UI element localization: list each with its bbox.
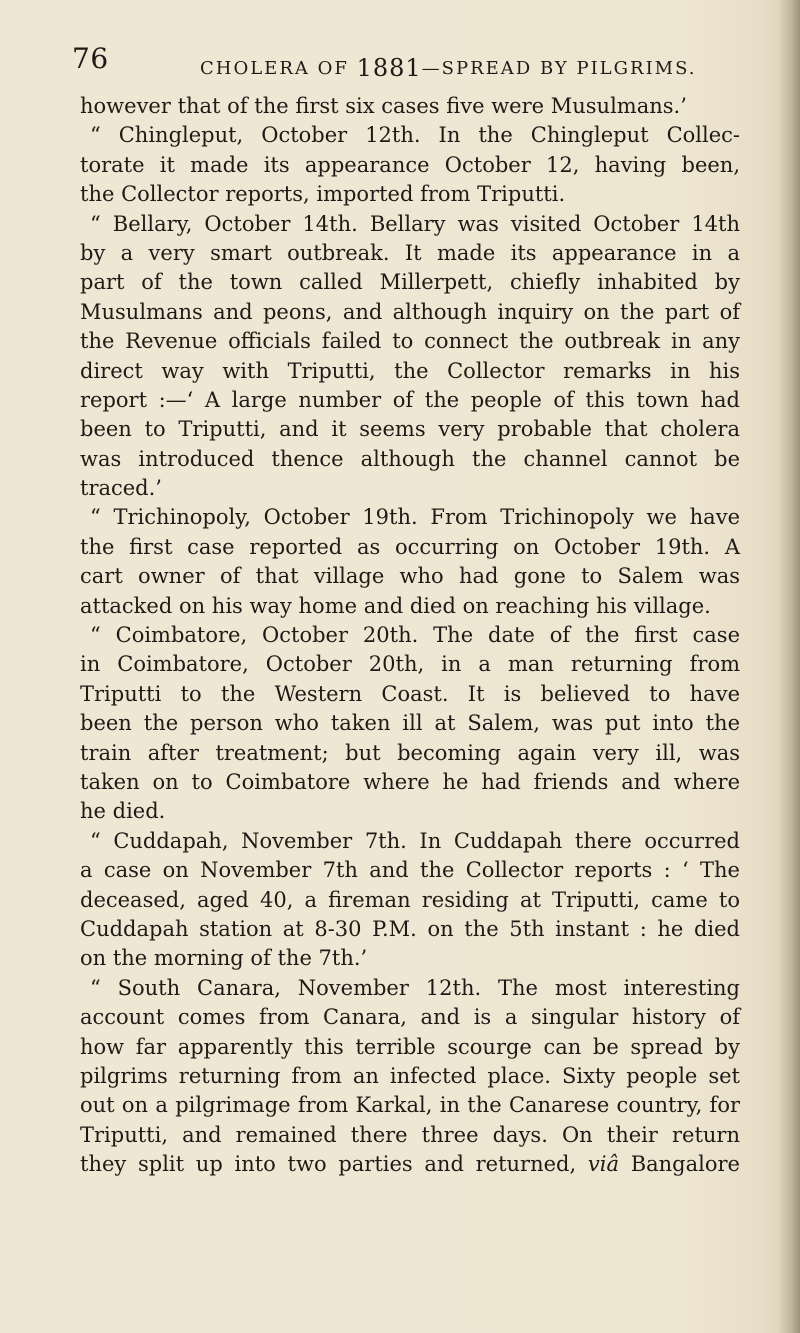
text-line: by a very smart outbreak. It made its appearance in a xyxy=(80,240,740,265)
text-line: part of the town called Millerpett, chiefly inhabited by xyxy=(80,270,740,295)
text-line: “ Coimbatore, October 20th. The date of the first case xyxy=(90,623,740,648)
text-line: however that of the first six cases five were Musulmans.’ xyxy=(80,94,687,118)
text-line: how far apparently this terrible scourge can be spread by xyxy=(80,1034,740,1059)
text-line: taken on to Coimbatore where he had friends and where xyxy=(80,769,740,794)
text-line: “ South Canara, November 12th. The most interesting xyxy=(90,975,740,1000)
text-line: Musulmans and peons, and although inquiry on the part of xyxy=(80,299,740,324)
body-text xyxy=(80,92,740,1179)
running-head-year: 1881 xyxy=(356,54,422,82)
text-line: been the person who taken ill at Salem, was put into the xyxy=(80,711,740,736)
text-line: “ Cuddapah, November 7th. In Cuddapah there occurred xyxy=(90,828,740,853)
text-line: they split up into two parties and returned, viâ Bangalore xyxy=(80,1152,740,1177)
text-line: direct way with Triputti, the Collector remarks in his xyxy=(80,358,740,383)
text-line: pilgrims returning from an infected place. Sixty people set xyxy=(80,1063,740,1088)
text-line: train after treatment; but becoming again very ill, was xyxy=(80,740,740,765)
text-line: cart owner of that village who had gone to Salem was xyxy=(80,564,740,589)
text-line: account comes from Canara, and is a singular history of xyxy=(80,1005,740,1030)
text-line: “ Bellary, October 14th. Bellary was visited October 14th xyxy=(90,211,740,236)
text-line: “ Chingleput, October 12th. In the Chingleput Collec- xyxy=(90,123,740,148)
running-head-suffix: —SPREAD BY PILGRIMS. xyxy=(421,58,697,79)
text-line: attacked on his way home and died on reaching his village. xyxy=(80,593,711,618)
text-line: a case on November 7th and the Collector reports : ‘ The xyxy=(80,858,740,883)
text-line: traced.’ xyxy=(80,476,162,501)
text-line: Triputti, and remained there three days. On their return xyxy=(80,1122,740,1147)
text-line: torate it made its appearance October 12, having been, xyxy=(80,152,740,177)
page-number: 76 xyxy=(72,42,109,75)
running-head-prefix: CHOLERA OF xyxy=(200,58,349,79)
text-line: the first case reported as occurring on October 19th. A xyxy=(80,534,740,559)
running-head xyxy=(200,52,697,80)
text-line: Cuddapah station at 8-30 P.M. on the 5th instant : he died xyxy=(80,916,740,941)
text-line: on the morning of the 7th.’ xyxy=(80,946,368,971)
page-edge-shadow xyxy=(778,0,800,1333)
text-line: he died. xyxy=(80,799,166,824)
text-line: in Coimbatore, October 20th, in a man returning from xyxy=(80,652,740,677)
italic-via: viâ xyxy=(587,1152,619,1177)
text-line: been to Triputti, and it seems very probable that cholera xyxy=(80,417,740,442)
text-line: was introduced thence although the channel cannot be xyxy=(80,446,740,471)
text-line: report :—‘ A large number of the people of this town had xyxy=(80,387,740,412)
text-line: Triputti to the Western Coast. It is believed to have xyxy=(80,681,740,706)
text-line: deceased, aged 40, a fireman residing at Triputti, came to xyxy=(80,887,740,912)
text-line: out on a pilgrimage from Karkal, in the Canarese country, for xyxy=(80,1093,740,1118)
text-line: “ Trichinopoly, October 19th. From Trichinopoly we have xyxy=(90,505,740,530)
text-line: the Collector reports, imported from Triputti. xyxy=(80,182,566,207)
page-header xyxy=(0,42,780,82)
text-line: the Revenue officials failed to connect the outbreak in any xyxy=(80,329,740,354)
